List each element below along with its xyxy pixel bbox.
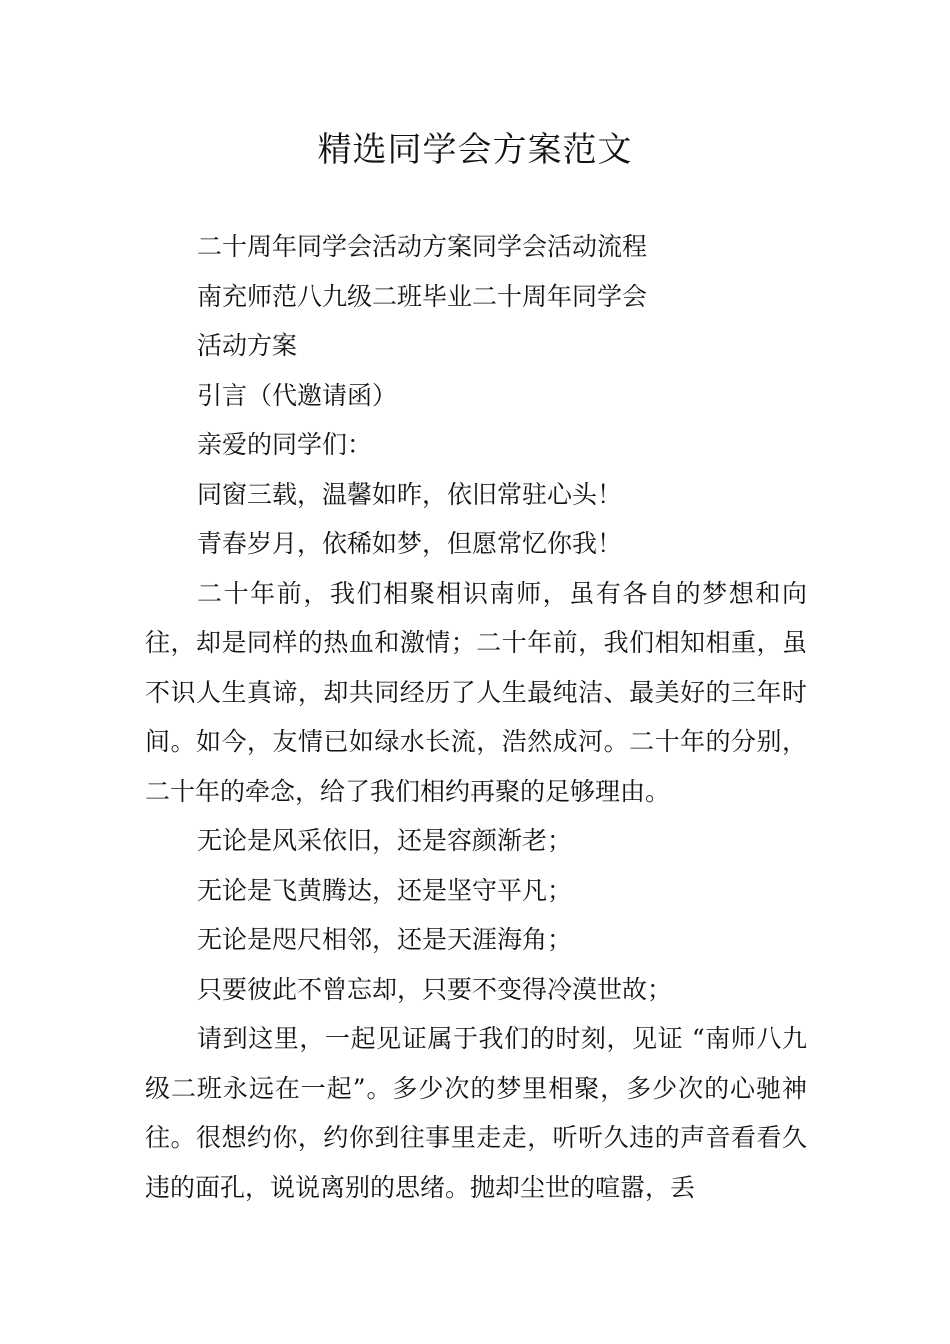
paragraph-whether-2: 无论是飞黄腾达，还是坚守平凡； xyxy=(197,875,573,905)
paragraph-plan-label: 活动方案 xyxy=(197,331,298,360)
paragraph-salutation: 亲爱的同学们： xyxy=(197,430,373,459)
paragraph-heading-line: 二十周年同学会活动方案同学会活动流程 xyxy=(197,232,648,261)
paragraph-body-1: 二十年前，我们相聚相识南师，虽有各自的梦想和向往，却是同样的热血和激情；二十年前，我们相知相重，虽不识人生真谛，却共同经历了人生最纯洁、最美好的三年时间。如今，友情已如绿水长流，浩然成河。二十年的分别，二十年的牵念，给了我们相约再聚的足够理由。 xyxy=(145,578,807,806)
paragraph-preface: 引言（代邀请函） xyxy=(197,380,398,410)
document-body xyxy=(145,222,807,1212)
paragraph-verse-1: 同窗三载，温馨如昨，依旧常驻心头！ xyxy=(197,479,623,509)
document-title: 精选同学会方案范文 xyxy=(317,130,633,170)
paragraph-whether-3: 无论是咫尺相邻，还是天涯海角； xyxy=(197,925,573,954)
paragraph-as-long-as: 只要彼此不曾忘却，只要不变得冷漠世故； xyxy=(197,974,673,1004)
paragraph-event-name: 南充师范八九级二班毕业二十周年同学会 xyxy=(197,281,648,311)
paragraph-verse-2: 青春岁月，依稀如梦，但愿常忆你我！ xyxy=(197,529,623,558)
paragraph-body-2: 请到这里，一起见证属于我们的时刻，见证 “南师八九级二班永远在一起”。多少次的梦里相聚，多少次的心驰神往。很想约你，约你到往事里走走，听听久违的声音看看久违的面孔，说说离别的思绪。抛却尘世的喧嚣，丢 xyxy=(145,1024,807,1202)
paragraph-whether-1: 无论是风采依旧，还是容颜渐老； xyxy=(197,826,573,855)
